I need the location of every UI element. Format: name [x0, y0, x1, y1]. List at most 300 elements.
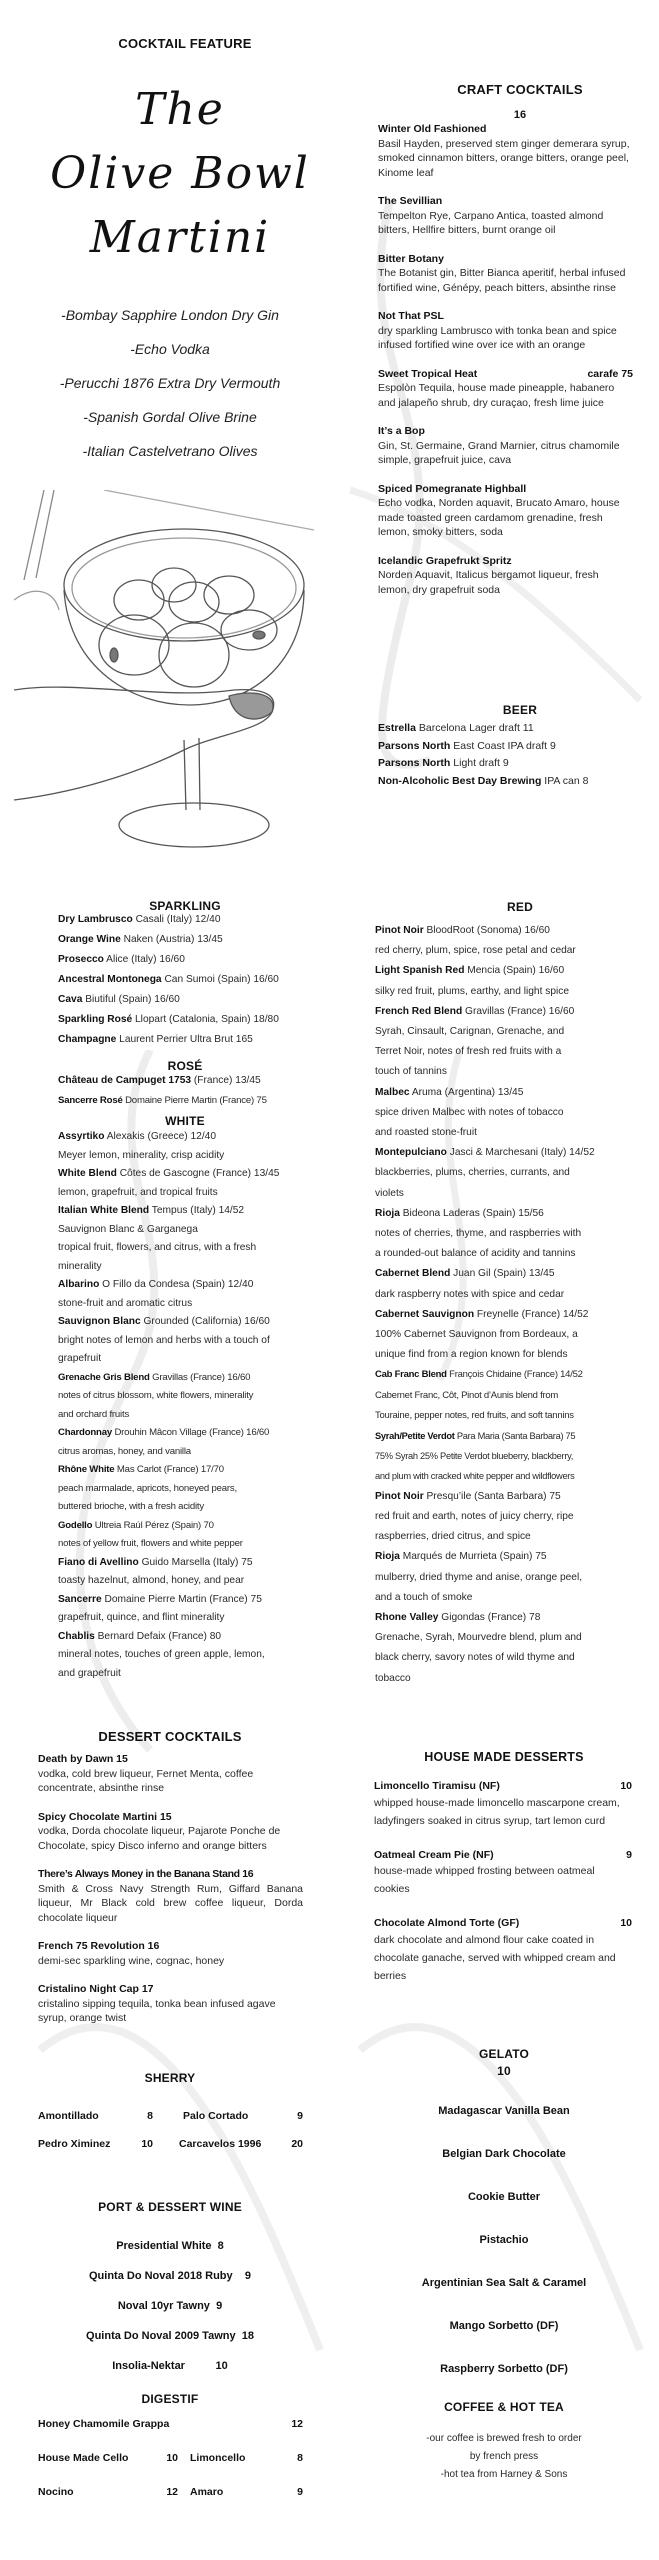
dessert-item [374, 1779, 632, 1830]
gelato-flavor: Cookie Butter [467, 2191, 541, 2203]
craft-cocktail-list [378, 122, 633, 597]
wine-item [58, 1628, 328, 1684]
wine-detail: Domaine Pierre Martin (France) 75 [104, 1593, 262, 1605]
red-list [375, 921, 655, 1689]
white-heading: WHITE [165, 1114, 205, 1128]
digestif-item [190, 2486, 303, 2498]
wine-detail: Mencia (Spain) 16/60 [467, 965, 565, 977]
wine-notes: 100% Cabernet Sauvignon from Bordeaux, a [375, 1329, 578, 1341]
wine-name: Montepulciano [375, 1147, 447, 1159]
wine-name: French Red Blend [375, 1005, 463, 1017]
wine-item [375, 1143, 655, 1204]
dessert-item [374, 1848, 632, 1899]
digestif-item [38, 2486, 178, 2498]
coffee-line: -our coffee is brewed fresh to order [426, 2433, 582, 2444]
wine-notes: and roasted stone-fruit [375, 1127, 477, 1139]
wine-item [58, 1461, 328, 1517]
digestif-price: 8 [297, 2452, 303, 2464]
wine-name: Château de Campuget 1753 [58, 1075, 192, 1086]
dessert-cocktail-item [38, 1939, 303, 1968]
beer-name: Non-Alcoholic Best Day Brewing [378, 774, 542, 787]
wine-detail: Jasci & Marchesani (Italy) 14/52 [449, 1147, 595, 1159]
dessert-desc: whipped house-made limoncello mascarpone cream, ladyfingers soaked in citrus syrup, tart lemon curd [374, 1796, 620, 1827]
wine-notes: notes of cherries, thyme, and raspberries with [375, 1228, 582, 1240]
digestif-price: 9 [297, 2486, 303, 2498]
port-name: Quinta Do Noval 2009 Tawny [86, 2330, 236, 2342]
wine-detail: Laurent Perrier Ultra Brut 165 [119, 1034, 253, 1045]
wine-name: Cava [58, 994, 83, 1005]
wine-detail: Drouhin Mâcon Village (France) 16/60 [114, 1427, 270, 1438]
dessert-desc: dark chocolate and almond flour cake coated in chocolate ganache, served with whipped cream and berries [374, 1933, 616, 1982]
port-name: Noval 10yr Tawny [117, 2300, 210, 2312]
cocktail-desc: Gin, St. Germaine, Grand Marnier, citrus chamomile simple, grapefruit juice, cava [378, 439, 620, 466]
beer-detail: IPA can 8 [544, 774, 589, 787]
wine-notes: tropical fruit, flowers, and citrus, with a fresh [58, 1242, 257, 1253]
cocktail-desc: The Botanist gin, Bitter Bianca aperitif, herbal infused fortified wine, Génépy, peach bitters, absinthe rinse [378, 267, 626, 294]
wine-name: Italian White Blend [58, 1205, 150, 1216]
digestif-item [38, 2418, 303, 2430]
wine-detail: Mas Carlot (France) 17/70 [116, 1464, 224, 1475]
sherry-list [38, 2110, 303, 2150]
cocktail-name: Winter Old Fashioned [378, 123, 487, 135]
digestif-heading: DIGESTIF [141, 2392, 199, 2406]
sherry-price: 8 [147, 2110, 153, 2122]
wine-name: Fiano di Avellino [58, 1556, 139, 1568]
wine-item [58, 1030, 328, 1050]
wine-item [58, 1202, 328, 1276]
beer-item [378, 720, 648, 738]
wine-detail: Bideona Laderas (Spain) 15/56 [402, 1207, 544, 1219]
cocktail-name: It’s a Bop [378, 425, 425, 437]
gelato-heading: GELATO [478, 2047, 530, 2061]
wine-notes: Syrah, Cinsault, Carignan, Grenache, and [375, 1026, 565, 1038]
wine-notes: blackberries, plums, cherries, currants, and [375, 1167, 570, 1179]
cocktail-desc: Norden Aquavit, Italicus bergamot liqueur, fresh lemon, dry grapefruit soda [378, 569, 599, 596]
wine-name: Champagne [58, 1034, 117, 1045]
cocktail-name: Sweet Tropical Heat [378, 367, 478, 380]
port-price: 9 [244, 2270, 251, 2282]
cocktail-desc: Espolòn Tequila, house made pineapple, habanero and jalapeño shrub, dry curaçao, fresh lime juice [378, 382, 615, 409]
dessert-name: Chocolate Almond Torte (GF) [374, 1917, 520, 1929]
wine-detail: Gravillas (France) 16/60 [152, 1371, 251, 1383]
beer-item [378, 755, 648, 773]
digestif-name: Amaro [190, 2486, 224, 2498]
wine-notes: peach marmalade, apricots, honeyed pears, [58, 1482, 237, 1494]
coffee-line: by french press [469, 2451, 539, 2462]
dessert-cocktail-item [38, 1982, 303, 2026]
wine-name: Orange Wine [58, 934, 121, 945]
coffee-line: -hot tea from Harney & Sons [440, 2469, 568, 2480]
cocktail-desc: dry sparkling Lambrusco with tonka bean and spice infused fortified wine over ice with an orange [378, 324, 617, 351]
cocktail-item [378, 554, 633, 598]
cocktail-name: Bitter Botany [378, 252, 444, 265]
house-desserts-heading: HOUSE MADE DESSERTS [424, 1750, 584, 1764]
wine-detail: Presqu’ile (Santa Barbara) 75 [426, 1490, 561, 1502]
wine-item [58, 910, 328, 930]
sherry-item [38, 2138, 153, 2150]
wine-item [375, 1305, 655, 1366]
wine-notes: violets [375, 1187, 404, 1199]
cocktail-item [378, 252, 633, 296]
gelato-flavor: Madagascar Vanilla Bean [438, 2105, 570, 2117]
wine-notes: and grapefruit [58, 1667, 121, 1679]
dessert-cocktail-name: There’s Always Money in the Banana Stand 16 [38, 1868, 254, 1880]
dessert-cocktail-desc: vodka, cold brew liqueur, Fernet Menta, coffee concentrate, absinthe rinse [38, 1767, 254, 1794]
wine-notes: and a touch of smoke [375, 1591, 473, 1603]
sherry-price: 9 [297, 2110, 303, 2122]
ingredient: -Italian Castelvetrano Olives [82, 443, 258, 459]
dessert-cocktail-desc: demi-sec sparkling wine, cognac, honey [38, 1954, 225, 1967]
wine-name: Pinot Noir [375, 925, 424, 936]
digestif-name: Honey Chamomile Grappa [38, 2418, 170, 2430]
wine-notes: Sauvignon Blanc & Garganega [58, 1223, 198, 1235]
wine-detail: Biutiful (Spain) 16/60 [85, 994, 180, 1005]
wine-notes: grapefruit, quince, and flint minerality [58, 1612, 225, 1623]
wine-notes: grapefruit [58, 1353, 102, 1364]
wine-notes: tobacco [375, 1672, 411, 1684]
beer-detail: Light draft 9 [453, 757, 509, 769]
dessert-cocktail-name: Spicy Chocolate Martini 15 [38, 1810, 172, 1823]
dessert-cocktail-name: Cristalino Night Cap 17 [38, 1983, 154, 1995]
ingredient: -Bombay Sapphire London Dry Gin [61, 307, 279, 323]
wine-item [375, 1365, 655, 1426]
port-price: 9 [216, 2300, 223, 2312]
port-item [0, 2321, 340, 2351]
cocktail-item [378, 194, 633, 238]
wine-detail: Freynelle (France) 14/52 [476, 1308, 589, 1320]
digestif-item [38, 2452, 178, 2464]
wine-notes: 75% Syrah 25% Petite Verdot blueberry, blackberry, [375, 1451, 574, 1462]
wine-notes: minerality [58, 1260, 102, 1272]
wine-item [375, 1002, 655, 1083]
port-item [0, 2231, 340, 2261]
wine-item [58, 1369, 328, 1425]
digestif-name: House Made Cello [38, 2452, 129, 2464]
wine-detail: Gravillas (France) 16/60 [465, 1005, 575, 1017]
wine-notes: lemon, grapefruit, and tropical fruits [58, 1186, 218, 1198]
wine-name: Chablis [58, 1630, 95, 1642]
wine-name: Ancestral Montonega [58, 974, 162, 985]
wine-name: Sparkling Rosé [58, 1014, 133, 1025]
cocktail-item [378, 309, 633, 353]
port-price: 10 [215, 2360, 228, 2372]
cocktail-desc: Tempelton Rye, Carpano Antica, toasted almond bitters, Hellfire bitters, burnt orange oil [378, 209, 604, 236]
wine-notes: Meyer lemon, minerality, crisp acidity [58, 1149, 225, 1161]
wine-item [375, 1426, 655, 1487]
wine-name: Malbec [375, 1086, 410, 1098]
feature-title-line: The [135, 84, 225, 135]
wine-detail: Casali (Italy) 12/40 [135, 914, 221, 925]
wine-item [58, 1128, 328, 1165]
dessert-cocktail-desc: cristalino sipping tequila, tonka bean infused agave syrup, orange twist [38, 1997, 276, 2024]
wine-item [58, 1091, 328, 1111]
digestif-name: Nocino [38, 2486, 74, 2498]
beer-detail: East Coast IPA draft 9 [453, 739, 556, 752]
beer-name: Estrella [378, 722, 416, 734]
wine-name: Light Spanish Red [375, 965, 465, 977]
wine-item [58, 1424, 328, 1461]
port-price: 8 [217, 2240, 224, 2252]
dessert-cocktail-item [38, 1810, 303, 1854]
rose-list [58, 1071, 328, 1111]
wine-detail: Marqués de Murrieta (Spain) 75 [402, 1551, 547, 1563]
wine-name: Sancerre Rosé [58, 1095, 123, 1106]
rose-heading: ROSÉ [167, 1059, 203, 1073]
wine-name: Grenache Gris Blend [58, 1371, 150, 1383]
wine-notes: toasty hazelnut, almond, honey, and pear [58, 1575, 245, 1586]
port-name: Insolia-Nektar [112, 2360, 185, 2372]
wine-name: Syrah/Petite Verdot [375, 1431, 455, 1442]
cocktail-item [378, 482, 633, 540]
beer-detail: Barcelona Lager draft 11 [418, 722, 534, 734]
beer-name: Parsons North [378, 739, 451, 752]
wine-notes: Touraine, pepper notes, red fruits, and soft tannins [375, 1409, 574, 1421]
wine-item [58, 1071, 328, 1091]
wine-notes: red cherry, plum, spice, rose petal and cedar [375, 945, 576, 957]
port-item [0, 2261, 340, 2291]
dessert-cocktail-item [38, 1867, 303, 1925]
coffee-info [330, 2430, 659, 2484]
sherry-name: Palo Cortado [183, 2110, 249, 2122]
digestif-price: 12 [291, 2418, 303, 2430]
wine-detail: Guido Marsella (Italy) 75 [141, 1556, 253, 1568]
beer-item [378, 738, 648, 756]
wine-item [58, 1165, 328, 1202]
wine-item [375, 1204, 655, 1265]
wine-detail: Côtes de Gascogne (France) 13/45 [119, 1168, 280, 1179]
sherry-item [38, 2110, 153, 2122]
cocktail-item [378, 122, 633, 180]
wine-notes: black cherry, savory notes of wild thyme and [375, 1652, 575, 1664]
dessert-cocktail-list [38, 1752, 303, 2026]
port-heading: PORT & DESSERT WINE [98, 2200, 242, 2214]
beer-item [378, 773, 648, 791]
wine-name: Chardonnay [58, 1427, 112, 1438]
wine-detail: Para Maria (Santa Barbara) 75 [456, 1431, 576, 1442]
wine-notes: notes of citrus blossom, white flowers, minerality [58, 1390, 254, 1401]
wine-name: Cab Franc Blend [375, 1369, 447, 1381]
wine-detail: Llopart (Catalonia, Spain) 18/80 [135, 1014, 279, 1025]
dessert-cocktail-desc: vodka, Dorda chocolate liqueur, Pajarote Ponche de Chocolate, spicy Disco inferno and orange bitters [38, 1825, 281, 1852]
dessert-price: 9 [626, 1848, 632, 1861]
digestif-price: 10 [166, 2452, 178, 2464]
cocktail-name: The Sevillian [378, 195, 443, 207]
port-name: Quinta Do Noval 2018 Ruby [88, 2270, 233, 2282]
sherry-item [179, 2138, 303, 2150]
cocktail-name: Icelandic Grapefrukt Spritz [378, 554, 512, 567]
wine-detail: BloodRoot (Sonoma) 16/60 [426, 925, 550, 936]
wine-item [375, 1547, 655, 1608]
wine-notes: bright notes of lemon and herbs with a touch of [58, 1334, 270, 1346]
feature-title-line: Olive Bowl [50, 148, 310, 199]
digestif-price: 12 [166, 2486, 178, 2498]
cocktail-item [378, 367, 633, 411]
wine-notes: mineral notes, touches of green apple, lemon, [58, 1649, 265, 1660]
cocktail-price: carafe 75 [587, 367, 633, 380]
dessert-cocktail-name: French 75 Revolution 16 [38, 1940, 160, 1952]
sherry-name: Amontillado [38, 2110, 99, 2122]
wine-item [375, 1264, 655, 1304]
wine-name: Dry Lambrusco [58, 914, 133, 925]
gelato-list [330, 2090, 659, 2391]
sparkling-list [58, 910, 328, 1050]
ingredient: -Perucchi 1876 Extra Dry Vermouth [59, 375, 281, 391]
wine-name: Rioja [375, 1551, 400, 1563]
wine-item [375, 1083, 655, 1144]
port-list [0, 2231, 340, 2381]
wine-item [58, 990, 328, 1010]
sherry-price: 10 [141, 2138, 153, 2150]
wine-name: Sancerre [58, 1593, 102, 1605]
wine-detail: François Chidaine (France) 14/52 [449, 1369, 583, 1381]
dessert-cocktail-item [38, 1752, 303, 1796]
white-list [58, 1128, 328, 1683]
dessert-desc: house-made whipped frosting between oatmeal cookies [374, 1865, 595, 1895]
sherry-name: Pedro Ximinez [38, 2138, 111, 2150]
beer-list [378, 720, 648, 790]
wine-name: Pinot Noir [375, 1490, 424, 1502]
gelato-flavor: Belgian Dark Chocolate [442, 2148, 566, 2160]
dessert-cocktail-desc: Smith & Cross Navy Strength Rum, Giffard Banana liqueur, Mr Black cold brew coffee liqueur, Dorda chocolate liqueur [38, 1882, 303, 1924]
dessert-cocktail-name: Death by Dawn 15 [38, 1753, 128, 1765]
wine-item [58, 1554, 328, 1591]
wine-notes: silky red fruit, plums, earthy, and light spice [375, 985, 570, 997]
digestif-name: Limoncello [190, 2452, 246, 2464]
wine-notes: Terret Noir, notes of fresh red fruits with a [375, 1046, 562, 1058]
dessert-name: Oatmeal Cream Pie (NF) [374, 1848, 494, 1861]
wine-detail: Juan Gil (Spain) 13/45 [453, 1268, 555, 1280]
wine-detail: Grounded (California) 16/60 [143, 1316, 270, 1327]
coffee-heading: COFFEE & HOT TEA [444, 2400, 564, 2414]
wine-notes: buttered brioche, with a fresh acidity [58, 1501, 204, 1512]
wine-name: Cabernet Sauvignon [375, 1308, 475, 1320]
cocktail-feature-heading: COCKTAIL FEATURE [118, 36, 252, 51]
cocktail-desc: Basil Hayden, preserved stem ginger demerara syrup, smoked cinnamon bitters, orange bitters, orange peel, Kinome leaf [378, 137, 630, 179]
wine-name: Rhone Valley [375, 1611, 439, 1623]
wine-name: Prosecco [58, 954, 104, 965]
wine-item [58, 1313, 328, 1369]
feature-title-line: Martini [89, 212, 271, 263]
wine-notes: and plum with cracked white pepper and wildflowers [375, 1471, 575, 1482]
sherry-name: Carcavelos 1996 [179, 2138, 262, 2150]
wine-detail: Ultreia Raúl Pérez (Spain) 70 [94, 1519, 214, 1531]
ingredient: -Echo Vodka [130, 341, 210, 357]
wine-item [375, 961, 655, 1001]
wine-item [375, 1487, 655, 1548]
wine-item [58, 930, 328, 950]
wine-name: Assyrtiko [58, 1131, 105, 1142]
wine-detail: Alice (Italy) 16/60 [106, 954, 185, 965]
martini-illustration [14, 490, 314, 850]
wine-detail: (France) 13/45 [193, 1075, 261, 1086]
red-heading: RED [507, 900, 533, 914]
wine-notes: raspberries, dried citrus, and spice [375, 1531, 531, 1543]
wine-detail: Tempus (Italy) 14/52 [151, 1205, 245, 1216]
wine-item [375, 921, 655, 961]
port-price: 18 [241, 2330, 254, 2342]
wine-name: Rioja [375, 1207, 400, 1219]
wine-item [58, 1591, 328, 1628]
wine-notes: a rounded-out balance of acidity and tannins [375, 1248, 576, 1260]
dessert-name: Limoncello Tiramisu (NF) [374, 1780, 500, 1792]
wine-name: Rhône White [58, 1464, 115, 1475]
cocktail-name: Not That PSL [378, 310, 444, 322]
wine-notes: stone-fruit and aromatic citrus [58, 1297, 193, 1309]
cocktail-item [378, 424, 633, 468]
beer-name: Parsons North [378, 757, 451, 769]
wine-notes: Cabernet Franc, Côt, Pinot d’Aunis blend from [375, 1389, 559, 1401]
wine-notes: spice driven Malbec with notes of tobacco [375, 1106, 564, 1118]
dessert-item [374, 1916, 632, 1985]
wine-name: Albarino [58, 1279, 100, 1290]
dessert-price: 10 [620, 1917, 632, 1929]
port-item [0, 2291, 340, 2321]
cocktail-name: Spiced Pomegranate Highball [378, 482, 527, 495]
port-item [0, 2351, 340, 2381]
digestif-item [190, 2452, 303, 2464]
gelato-flavor: Pistachio [479, 2234, 529, 2246]
ingredient: -Spanish Gordal Olive Brine [83, 409, 257, 425]
feature-title [30, 78, 330, 270]
craft-cocktails-heading: CRAFT COCKTAILS [457, 82, 583, 97]
digestif-list [38, 2418, 303, 2498]
dessert-cocktails-heading: DESSERT COCKTAILS [98, 1729, 242, 1744]
wine-detail: Can Sumoi (Spain) 16/60 [164, 974, 279, 985]
wine-name: Cabernet Blend [375, 1268, 451, 1280]
wine-item [58, 970, 328, 990]
sherry-price: 20 [291, 2138, 303, 2150]
house-dessert-list [374, 1779, 632, 1985]
gelato-price: 10 [497, 2064, 511, 2078]
wine-notes: and orchard fruits [58, 1408, 130, 1420]
wine-detail: Domaine Pierre Martin (France) 75 [125, 1095, 267, 1106]
port-name: Presidential White [116, 2240, 212, 2252]
wine-name: Godello [58, 1519, 93, 1531]
sherry-heading: SHERRY [144, 2071, 196, 2085]
wine-name: White Blend [58, 1168, 117, 1179]
cocktail-desc: Echo vodka, Norden aquavit, Brucato Amaro, house made toasted green cardamom grenadine, fresh lemon, smoky bitters, soda [378, 497, 620, 538]
wine-detail: Naken (Austria) 13/45 [123, 934, 223, 945]
wine-notes: touch of tannins [375, 1066, 447, 1078]
wine-notes: notes of yellow fruit, flowers and white pepper [58, 1538, 243, 1549]
wine-item [58, 950, 328, 970]
wine-detail: Alexakis (Greece) 12/40 [106, 1131, 217, 1142]
gelato-flavor: Raspberry Sorbetto (DF) [440, 2363, 568, 2375]
wine-item [58, 1010, 328, 1030]
sherry-item [183, 2110, 303, 2122]
wine-name: Sauvignon Blanc [58, 1316, 141, 1327]
sparkling-heading: SPARKLING [149, 899, 221, 913]
feature-ingredients [20, 298, 320, 468]
wine-notes: red fruit and earth, notes of juicy cherry, ripe [375, 1510, 574, 1522]
wine-notes: mulberry, dried thyme and anise, orange peel, [375, 1571, 583, 1583]
wine-detail: O Fillo da Condesa (Spain) 12/40 [102, 1279, 254, 1290]
wine-notes: dark raspberry notes with spice and cedar [375, 1288, 565, 1300]
wine-notes: Grenache, Syrah, Mourvedre blend, plum and [375, 1632, 582, 1644]
wine-detail: Aruma (Argentina) 13/45 [411, 1086, 524, 1098]
wine-item [58, 1276, 328, 1313]
wine-detail: Bernard Defaix (France) 80 [97, 1630, 222, 1642]
craft-cocktails-price: 16 [513, 109, 527, 121]
wine-detail: Gigondas (France) 78 [441, 1611, 541, 1623]
gelato-flavor: Argentinian Sea Salt & Caramel [421, 2277, 587, 2289]
dessert-price: 10 [620, 1780, 632, 1792]
wine-notes: citrus aromas, honey, and vanilla [58, 1445, 191, 1457]
gelato-flavor: Mango Sorbetto (DF) [449, 2320, 559, 2332]
wine-item [375, 1608, 655, 1689]
beer-heading: BEER [502, 703, 538, 717]
wine-notes: unique find from a region known for blends [375, 1349, 568, 1361]
